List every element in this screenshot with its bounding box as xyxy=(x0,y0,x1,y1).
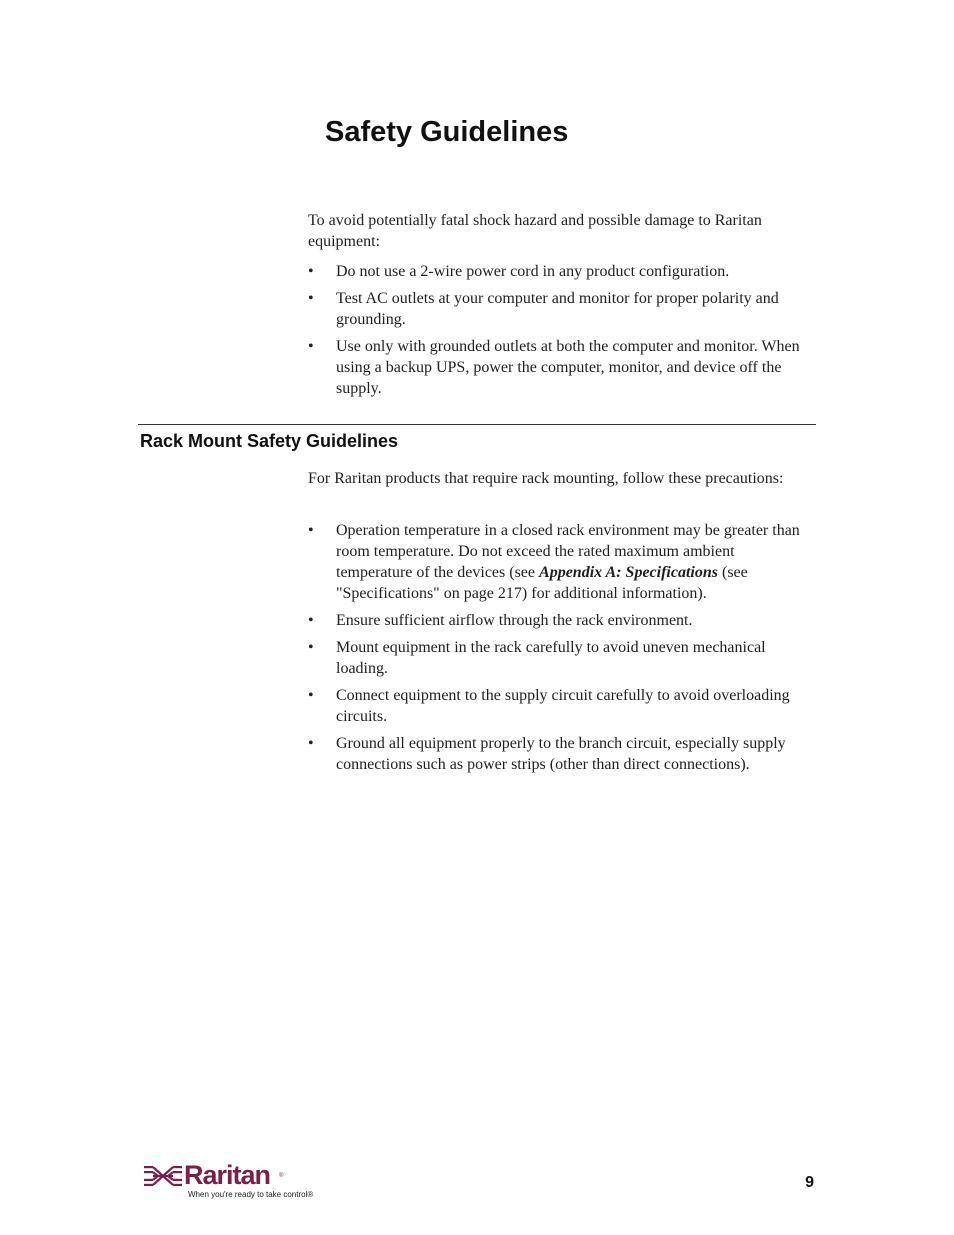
list-item-text: Connect equipment to the supply circuit carefully to avoid overloading circuits. xyxy=(336,687,790,725)
list-item-text: Do not use a 2-wire power cord in any product configuration. xyxy=(336,263,730,280)
list-item xyxy=(308,610,808,631)
list-item-text: Ground all equipment properly to the branch circuit, especially supply connections such as power strips (other than direct connections). xyxy=(336,735,786,773)
bullet-icon: • xyxy=(308,263,314,280)
bullet-icon: • xyxy=(308,687,314,704)
safety-intro: To avoid potentially fatal shock hazard and possible damage to Raritan equipment: xyxy=(308,212,762,250)
appendix-link[interactable]: Appendix A: Specifications xyxy=(539,564,718,581)
logo-wordmark: Raritan xyxy=(184,1160,271,1190)
raritan-logo xyxy=(144,1161,344,1203)
list-item xyxy=(308,520,808,604)
list-item xyxy=(308,336,808,399)
list-item-text: Test AC outlets at your computer and monitor for proper polarity and grounding. xyxy=(336,290,779,328)
page-number: 9 xyxy=(805,1174,814,1191)
list-item-text-part: Operation temperature in a closed rack environment may be greater than room temperature. Do not exceed the rated maximum ambient temperature of the devices (see xyxy=(336,522,800,581)
logo-registered-mark: ® xyxy=(279,1173,284,1179)
rack-bullet-list xyxy=(308,520,808,781)
bullet-icon: • xyxy=(308,290,314,307)
list-item xyxy=(308,288,808,330)
list-item-text xyxy=(336,522,800,602)
list-item-text: Use only with grounded outlets at both the computer and monitor. When using a backup UPS, power the computer, monitor, and device off the supply. xyxy=(336,338,800,397)
list-item-text: Mount equipment in the rack carefully to avoid uneven mechanical loading. xyxy=(336,639,766,677)
bullet-icon: • xyxy=(308,612,314,629)
section-divider xyxy=(138,424,816,425)
section-heading-rack-mount: Rack Mount Safety Guidelines xyxy=(140,431,399,451)
list-item xyxy=(308,637,808,679)
logo-tagline: When you're ready to take control® xyxy=(188,1190,314,1199)
bullet-icon: • xyxy=(308,522,314,539)
list-item xyxy=(308,733,808,775)
list-item xyxy=(308,685,808,727)
list-item xyxy=(308,261,808,282)
bullet-icon: • xyxy=(308,735,314,752)
rack-intro: For Raritan products that require rack mounting, follow these precautions: xyxy=(308,470,784,487)
page-title: Safety Guidelines xyxy=(325,116,569,148)
list-item-text: Ensure sufficient airflow through the rack environment. xyxy=(336,612,693,629)
raritan-logo-mark-icon xyxy=(144,1163,182,1189)
list-item-text-part: (see "Specifications" on page 217) for additional information). xyxy=(336,564,748,602)
bullet-icon: • xyxy=(308,639,314,656)
safety-bullet-list xyxy=(308,261,808,405)
bullet-icon: • xyxy=(308,338,314,355)
